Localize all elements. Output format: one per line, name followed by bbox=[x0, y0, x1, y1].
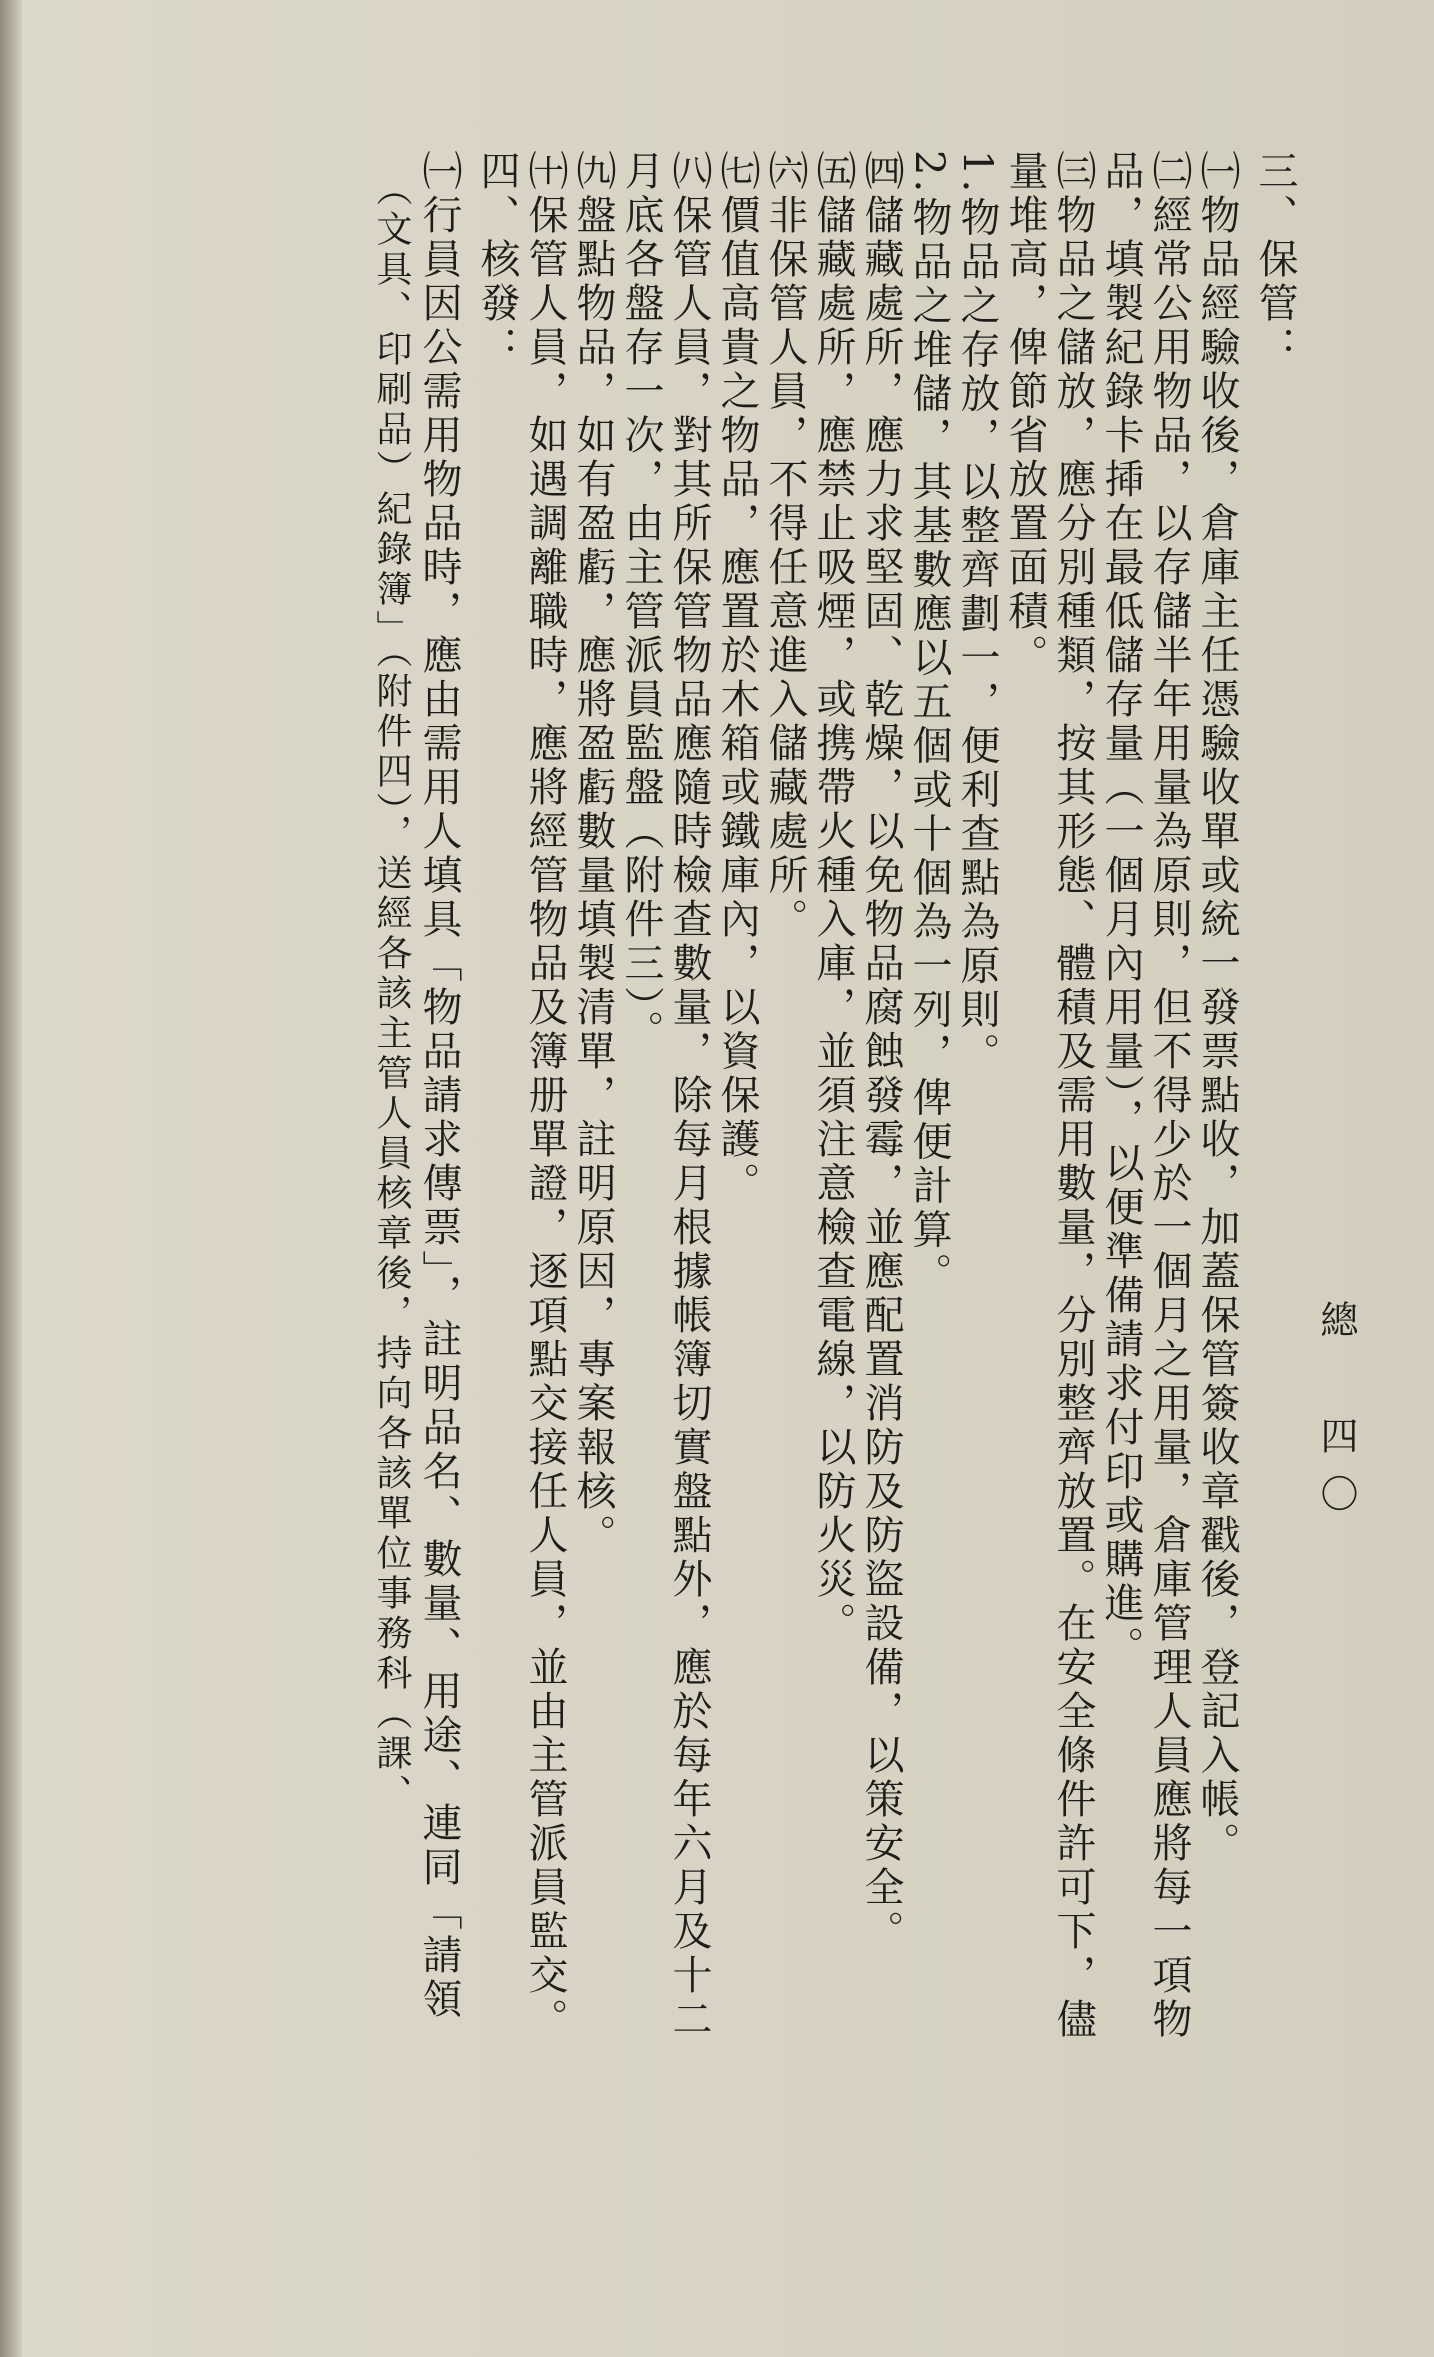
body-text bbox=[367, 150, 1299, 2270]
paragraph-line: ㈩保管人員，如遇調離職時，應將經管物品及簿册單證，逐項點交接任人員，並由主管派員監交。 bbox=[522, 150, 568, 2042]
paragraph-line: ㈣儲藏處所，應力求堅固、乾燥，以免物品腐蝕發霉，並應配置消防及防盜設備，以策安全。 bbox=[858, 150, 904, 1954]
paragraph-line: 量堆高，俾節省放置面積。 bbox=[1002, 150, 1048, 678]
paragraph-line: ㈠行員因公需用物品時，應由需用人填具「物品請求傳票」，註明品名、數量、用途、連同「請領 bbox=[416, 150, 462, 2022]
paragraph-line: 2.物品之堆儲，其基數應以五個或十個為一列，俾便計算。 bbox=[906, 150, 952, 1297]
paragraph-line: 月底各盤存一次，由主管派員監盤（附件三）。 bbox=[618, 150, 664, 1054]
paragraph-line: ㈨盤點物品，如有盈虧，應將盈虧數量填製清單，註明原因，專案報核。 bbox=[570, 150, 616, 1558]
paragraph-line: 品，填製紀錄卡揷在最低儲存量（一個月內用量），以便準備請求付印或購進。 bbox=[1098, 150, 1144, 1670]
paragraph-line: ㈧保管人員，對其所保管物品應隨時檢查數量，除每月根據帳簿切實盤點外，應於每年六月及十二 bbox=[666, 150, 712, 2042]
paragraph-line: ㈥非保管人員，不得任意進入儲藏處所。 bbox=[762, 150, 808, 942]
running-head: 總 四〇 bbox=[1314, 1300, 1358, 1532]
binding-edge bbox=[0, 0, 22, 2357]
paragraph-line: 1.物品之存放，以整齊劃一，便利查點為原則。 bbox=[954, 150, 1000, 1077]
paragraph-line: ㈢物品之儲放，應分別種類，按其形態、體積及需用數量，分別整齊放置。在安全條件許可下，儘 bbox=[1050, 150, 1096, 2042]
paragraph-line: ㈦價值高貴之物品，應置於木箱或鐵庫內，以資保護。 bbox=[714, 150, 760, 1206]
section-heading-custody: 三、保管： bbox=[1252, 150, 1298, 370]
paragraph-line: ㈤儲藏處所，應禁止吸煙，或携帶火種入庫，並須注意檢查電線，以防火災。 bbox=[810, 150, 856, 1646]
paragraph-line: （文具、印刷品）紀錄簿」（附件四），送經各該主管人員核章後，持向各該單位事務科（課、 bbox=[371, 170, 412, 1814]
paragraph-line: ㈡經常公用物品，以存儲半年用量為原則，但不得少於一個月之用量，倉庫管理人員應將每一項物 bbox=[1146, 150, 1192, 2042]
section-heading-issuance: 四、核發： bbox=[474, 150, 520, 370]
paragraph-line: ㈠物品經驗收後，倉庫主任憑驗收單或統一發票點收，加蓋保管簽收章戳後，登記入帳。 bbox=[1194, 150, 1240, 1866]
